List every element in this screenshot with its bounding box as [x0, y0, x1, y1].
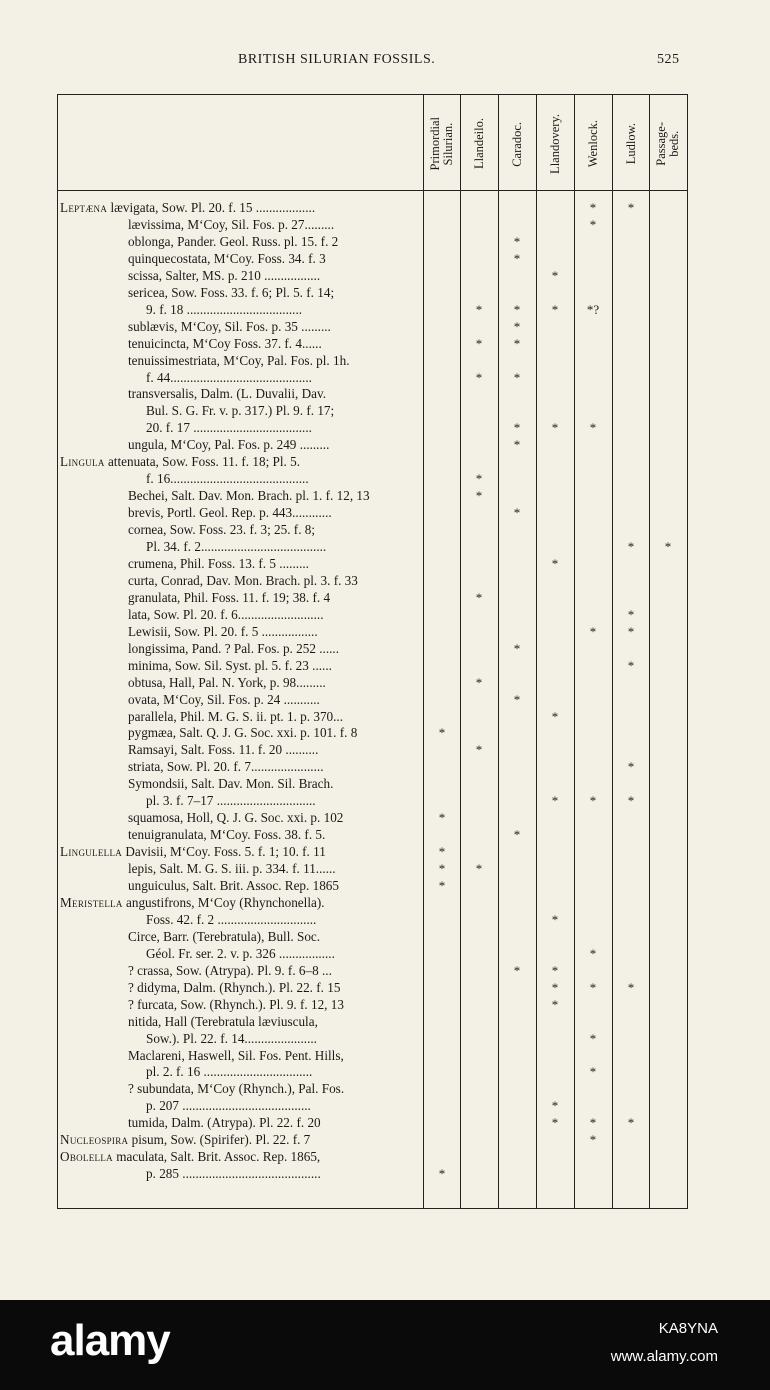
species-text: tumida, Dalm. (Atrypa). Pl. 22. f. 20	[128, 1115, 321, 1131]
occurrence-mark: *	[551, 301, 559, 317]
occurrence-mark: *	[627, 539, 635, 554]
occurrence-mark: *	[513, 301, 521, 317]
species-text: brevis, Portl. Geol. Rep. p. 443............	[128, 505, 332, 521]
species-text: squamosa, Holl, Q. J. G. Soc. xxi. p. 102	[128, 810, 344, 826]
column-header	[536, 99, 574, 189]
species-text: Davisii, M‘Coy. Foss. 5. f. 1; 10. f. 11	[125, 844, 326, 860]
table-row	[57, 1030, 688, 1047]
table-row	[57, 1047, 688, 1064]
species-text: curta, Conrad, Dav. Mon. Brach. pl. 3. f. 33	[128, 572, 358, 588]
species-entry	[146, 538, 420, 555]
genus-name: Meristella	[60, 894, 123, 910]
table-row	[57, 538, 688, 555]
table-row	[57, 402, 688, 419]
table-row	[57, 572, 688, 589]
table-row	[57, 792, 688, 809]
column-header	[498, 99, 536, 189]
occurrence-mark: *	[475, 674, 483, 690]
occurrence-mark: *	[475, 471, 483, 487]
table-row	[57, 809, 688, 826]
occurrence-mark: *	[513, 250, 521, 266]
species-text: p. 207 .......................................	[146, 1098, 311, 1114]
column-header-label: Caradoc.	[509, 121, 524, 167]
table-row	[57, 623, 688, 640]
occurrence-mark: *	[513, 318, 521, 334]
species-entry	[128, 572, 420, 589]
occurrence-mark: *	[551, 708, 559, 724]
species-entry	[128, 606, 420, 623]
species-text: nitida, Hall (Terebratula læviuscula,	[128, 1013, 318, 1029]
table-row	[57, 724, 688, 741]
occurrence-mark: *	[551, 267, 559, 283]
occurrence-mark: *	[627, 657, 635, 673]
occurrence-mark: *	[513, 233, 521, 249]
header-rule	[57, 190, 688, 191]
species-entry	[146, 419, 420, 436]
table-row	[57, 826, 688, 843]
species-entry	[128, 233, 420, 250]
species-entry	[128, 335, 420, 352]
table-row	[57, 521, 688, 538]
species-entry	[128, 741, 420, 758]
occurrence-mark: *	[475, 301, 483, 317]
column-header	[423, 99, 461, 189]
occurrence-mark: *	[513, 962, 521, 978]
table-row	[57, 1114, 688, 1131]
table-row	[57, 911, 688, 928]
species-entry	[128, 1080, 420, 1097]
occurrence-mark: *?	[586, 301, 600, 317]
table-row	[57, 352, 688, 369]
occurrence-mark: *	[438, 725, 446, 741]
species-entry	[128, 267, 420, 284]
table-row	[57, 657, 688, 674]
species-entry	[146, 1063, 420, 1080]
watermark-bar	[0, 1300, 770, 1390]
table-row	[57, 453, 688, 470]
species-text: scissa, Salter, MS. p. 210 .................	[128, 267, 321, 283]
table-row	[57, 1097, 688, 1114]
occurrence-mark: *	[589, 1030, 597, 1046]
species-entry	[128, 928, 420, 945]
species-text: pl. 3. f. 7–17 ..............................	[146, 793, 316, 809]
occurrence-mark: *	[551, 911, 559, 927]
species-text: granulata, Phil. Foss. 11. f. 19; 38. f. 4	[128, 589, 331, 605]
occurrence-mark: *	[664, 539, 672, 554]
column-header-label: Ludlow.	[623, 123, 638, 165]
occurrence-mark: *	[513, 369, 521, 385]
occurrence-mark: *	[551, 793, 559, 809]
occurrence-mark: *	[589, 793, 597, 809]
column-header	[649, 99, 687, 189]
genus-name: Nucleospira	[60, 1132, 129, 1148]
table-row	[57, 962, 688, 979]
table-row	[57, 894, 688, 911]
table-row	[57, 674, 688, 691]
occurrence-mark: *	[627, 606, 635, 622]
genus-name: Lingulella	[60, 844, 123, 860]
species-text: Bechei, Salt. Dav. Mon. Brach. pl. 1. f. 12, 13	[128, 488, 370, 504]
species-entry	[128, 860, 420, 877]
genus-name: Lingula	[60, 454, 105, 470]
occurrence-mark: *	[475, 742, 483, 758]
species-text: Pl. 34. f. 2......................................	[146, 539, 327, 554]
occurrence-mark: *	[627, 979, 635, 995]
occurrence-mark: *	[627, 623, 635, 639]
table-row	[57, 504, 688, 521]
table-row	[57, 1148, 688, 1165]
table-row	[57, 267, 688, 284]
occurrence-mark: *	[551, 555, 559, 571]
table-row	[57, 640, 688, 657]
species-text: sublævis, M‘Coy, Sil. Fos. p. 35 .........	[128, 318, 331, 334]
species-text: sericea, Sow. Foss. 33. f. 6; Pl. 5. f. 14;	[128, 284, 335, 300]
species-entry	[146, 301, 420, 318]
species-text: f. 16..........................................	[146, 471, 309, 487]
occurrence-mark: *	[589, 200, 597, 215]
species-text: 9. f. 18 ...................................	[146, 301, 303, 317]
species-text: maculata, Salt. Brit. Assoc. Rep. 1865,	[116, 1149, 321, 1165]
species-entry	[128, 826, 420, 843]
species-entry	[128, 250, 420, 267]
occurrence-mark: *	[627, 793, 635, 809]
occurrence-mark: *	[475, 335, 483, 351]
species-entry	[146, 911, 420, 928]
species-text: crumena, Phil. Foss. 13. f. 5 .........	[128, 555, 309, 571]
species-entry	[128, 1047, 420, 1064]
species-entry	[146, 1165, 420, 1182]
species-entry	[128, 674, 420, 691]
species-entry	[128, 996, 420, 1013]
occurrence-mark: *	[551, 1098, 559, 1114]
species-entry	[128, 979, 420, 996]
table-row	[57, 233, 688, 250]
species-text: parallela, Phil. M. G. S. ii. pt. 1. p. 370...	[128, 708, 344, 724]
occurrence-mark: *	[589, 1132, 597, 1148]
species-text: cornea, Sow. Foss. 23. f. 3; 25. f. 8;	[128, 522, 316, 538]
table-row	[57, 284, 688, 301]
species-text: quinquecostata, M‘Coy. Foss. 34. f. 3	[128, 250, 326, 266]
occurrence-mark: *	[589, 623, 597, 639]
species-text: ovata, M‘Coy, Sil. Fos. p. 24 ...........	[128, 691, 320, 707]
occurrence-mark: *	[589, 216, 597, 232]
occurrence-mark: *	[513, 335, 521, 351]
occurrence-mark: *	[589, 1064, 597, 1080]
species-text: Symondsii, Salt. Dav. Mon. Sil. Brach.	[128, 776, 334, 792]
species-text: pl. 2. f. 16 .................................	[146, 1064, 313, 1080]
site-url: www.alamy.com	[610, 1348, 718, 1365]
table-row	[57, 877, 688, 894]
occurrence-mark: *	[438, 810, 446, 826]
table-row	[57, 318, 688, 335]
table-row	[57, 369, 688, 386]
species-entry	[128, 962, 420, 979]
fossil-table	[57, 94, 688, 1209]
table-row	[57, 487, 688, 504]
table-row	[57, 1165, 688, 1182]
occurrence-mark: *	[513, 437, 521, 453]
table-row	[57, 470, 688, 487]
species-text: Sow.). Pl. 22. f. 14......................	[146, 1030, 317, 1046]
species-text: Ramsayi, Salt. Foss. 11. f. 20 ..........	[128, 742, 319, 758]
species-entry	[128, 436, 420, 453]
species-text: Foss. 42. f. 2 ..............................	[146, 911, 317, 927]
column-header-label: Llandovery.	[547, 114, 562, 174]
species-text: Circe, Barr. (Terebratula), Bull. Soc.	[128, 928, 321, 944]
species-entry	[128, 487, 420, 504]
occurrence-mark: *	[551, 979, 559, 995]
species-entry	[60, 1131, 420, 1148]
alamy-logo: alamy	[50, 1316, 170, 1365]
table-row	[57, 1063, 688, 1080]
species-entry	[128, 318, 420, 335]
species-text: tenuissimestriata, M‘Coy, Pal. Fos. pl. 1h.	[128, 352, 350, 368]
table-row	[57, 589, 688, 606]
occurrence-mark: *	[513, 691, 521, 707]
occurrence-mark: *	[627, 759, 635, 775]
table-row	[57, 775, 688, 792]
table-row	[57, 708, 688, 725]
species-entry	[128, 216, 420, 233]
occurrence-mark: *	[513, 827, 521, 843]
species-entry	[128, 809, 420, 826]
table-row	[57, 216, 688, 233]
table-row	[57, 928, 688, 945]
occurrence-mark: *	[589, 1115, 597, 1131]
occurrence-mark: *	[438, 861, 446, 877]
occurrence-mark: *	[589, 979, 597, 995]
species-entry	[128, 708, 420, 725]
table-row	[57, 199, 688, 216]
species-entry	[146, 402, 420, 419]
table-row	[57, 419, 688, 436]
column-header	[460, 99, 498, 189]
occurrence-mark: *	[551, 996, 559, 1012]
table-row	[57, 335, 688, 352]
table-row	[57, 945, 688, 962]
genus-name: Leptæna	[60, 200, 108, 215]
species-entry	[146, 369, 420, 386]
occurrence-mark: *	[589, 945, 597, 961]
occurrence-mark: *	[589, 420, 597, 436]
occurrence-mark: *	[551, 962, 559, 978]
species-entry	[128, 352, 420, 369]
species-entry	[128, 521, 420, 538]
occurrence-mark: *	[627, 200, 635, 215]
genus-name: Obolella	[60, 1149, 113, 1165]
occurrence-mark: *	[475, 488, 483, 504]
species-text: Maclareni, Haswell, Sil. Fos. Pent. Hills,	[128, 1047, 344, 1063]
species-entry	[146, 945, 420, 962]
table-row	[57, 860, 688, 877]
species-text: p. 285 ..........................................	[146, 1166, 321, 1182]
occurrence-mark: *	[551, 1115, 559, 1131]
occurrence-mark: *	[627, 1115, 635, 1131]
species-entry	[128, 691, 420, 708]
species-entry	[128, 555, 420, 572]
table-row	[57, 1131, 688, 1148]
species-text: oblonga, Pander. Geol. Russ. pl. 15. f. 2	[128, 233, 339, 249]
species-entry	[128, 758, 420, 775]
species-text: tenuigranulata, M‘Coy. Foss. 38. f. 5.	[128, 827, 326, 843]
table-row	[57, 606, 688, 623]
species-entry	[128, 1114, 420, 1131]
table-row	[57, 436, 688, 453]
species-text: lepis, Salt. M. G. S. iii. p. 334. f. 11......	[128, 861, 336, 877]
occurrence-mark: *	[438, 878, 446, 893]
species-entry	[128, 877, 420, 894]
table-row	[57, 385, 688, 402]
table-row	[57, 758, 688, 775]
species-entry	[128, 589, 420, 606]
species-text: ungula, M‘Coy, Pal. Fos. p. 249 .........	[128, 437, 330, 453]
species-text: lævigata, Sow. Pl. 20. f. 15 ..................	[110, 200, 316, 215]
occurrence-mark: *	[475, 369, 483, 385]
species-entry	[128, 640, 420, 657]
species-text: minima, Sow. Sil. Syst. pl. 5. f. 23 ......	[128, 657, 332, 673]
occurrence-mark: *	[513, 420, 521, 436]
species-text: tenuicincta, M‘Coy Foss. 37. f. 4......	[128, 335, 322, 351]
species-text: ? subundata, M‘Coy (Rhynch.), Pal. Fos.	[128, 1081, 345, 1097]
species-entry	[128, 504, 420, 521]
column-header-label: Wenlock.	[585, 120, 600, 168]
species-text: angustifrons, M‘Coy (Rhynchonella).	[126, 894, 325, 910]
column-header	[574, 99, 612, 189]
species-text: unguiculus, Salt. Brit. Assoc. Rep. 1865	[128, 878, 339, 893]
species-entry	[60, 1148, 420, 1165]
table-row	[57, 250, 688, 267]
running-title: BRITISH SILURIAN FOSSILS.	[238, 52, 436, 67]
species-entry	[128, 385, 420, 402]
species-text: longissima, Pand. ? Pal. Fos. p. 252 ......	[128, 640, 340, 656]
species-entry	[60, 894, 420, 911]
species-text: Géol. Fr. ser. 2. v. p. 326 .................	[146, 945, 335, 961]
table-row	[57, 843, 688, 860]
column-header-label: Llandeilo.	[471, 118, 486, 170]
table-row	[57, 741, 688, 758]
column-header-label: Primordial Silurian.	[428, 117, 455, 171]
column-header	[612, 99, 650, 189]
species-text: striata, Sow. Pl. 20. f. 7......................	[128, 759, 324, 775]
species-text: attenuata, Sow. Foss. 11. f. 18; Pl. 5.	[107, 454, 301, 470]
species-entry	[146, 1097, 420, 1114]
species-entry	[60, 199, 420, 216]
species-entry	[128, 775, 420, 792]
species-entry	[146, 470, 420, 487]
species-text: lævissima, M‘Coy, Sil. Fos. p. 27.........	[128, 216, 335, 232]
species-text: ? crassa, Sow. (Atrypa). Pl. 9. f. 6–8 ...	[128, 962, 332, 978]
table-row	[57, 1080, 688, 1097]
species-text: ? furcata, Sow. (Rhynch.). Pl. 9. f. 12, 13	[128, 996, 344, 1012]
occurrence-mark: *	[475, 589, 483, 605]
species-entry	[128, 1013, 420, 1030]
occurrence-mark: *	[513, 505, 521, 521]
species-text: Lewisii, Sow. Pl. 20. f. 5 .................	[128, 623, 318, 639]
species-entry	[128, 284, 420, 301]
species-text: 20. f. 17 ....................................	[146, 420, 312, 436]
species-entry	[128, 657, 420, 674]
occurrence-mark: *	[551, 420, 559, 436]
occurrence-mark: *	[513, 640, 521, 656]
table-row	[57, 979, 688, 996]
table-row	[57, 301, 688, 318]
page-number: 525	[657, 52, 680, 67]
species-text: lata, Sow. Pl. 20. f. 6..........................	[128, 606, 324, 622]
table-row	[57, 691, 688, 708]
species-entry	[146, 1030, 420, 1047]
table-row	[57, 555, 688, 572]
species-entry	[128, 623, 420, 640]
species-text: pisum, Sow. (Spirifer). Pl. 22. f. 7	[131, 1132, 311, 1148]
species-entry	[128, 724, 420, 741]
occurrence-mark: *	[438, 844, 446, 860]
species-text: pygmæa, Salt. Q. J. G. Soc. xxi. p. 101. f. 8	[128, 725, 358, 741]
species-text: ? didyma, Dalm. (Rhynch.). Pl. 22. f. 15	[128, 979, 341, 995]
species-text: Bul. S. G. Fr. v. p. 317.) Pl. 9. f. 17;	[146, 403, 335, 419]
occurrence-mark: *	[438, 1166, 446, 1182]
species-text: f. 44...........................................	[146, 369, 312, 385]
species-text: transversalis, Dalm. (L. Duvalii, Dav.	[128, 386, 327, 402]
species-text: obtusa, Hall, Pal. N. York, p. 98.........	[128, 674, 326, 690]
table-row	[57, 996, 688, 1013]
species-entry	[146, 792, 420, 809]
occurrence-mark: *	[475, 861, 483, 877]
species-entry	[60, 453, 420, 470]
column-header-label: Passage- beds.	[654, 122, 681, 166]
species-entry	[60, 843, 420, 860]
image-id: KA8YNA	[658, 1320, 718, 1337]
table-row	[57, 1013, 688, 1030]
